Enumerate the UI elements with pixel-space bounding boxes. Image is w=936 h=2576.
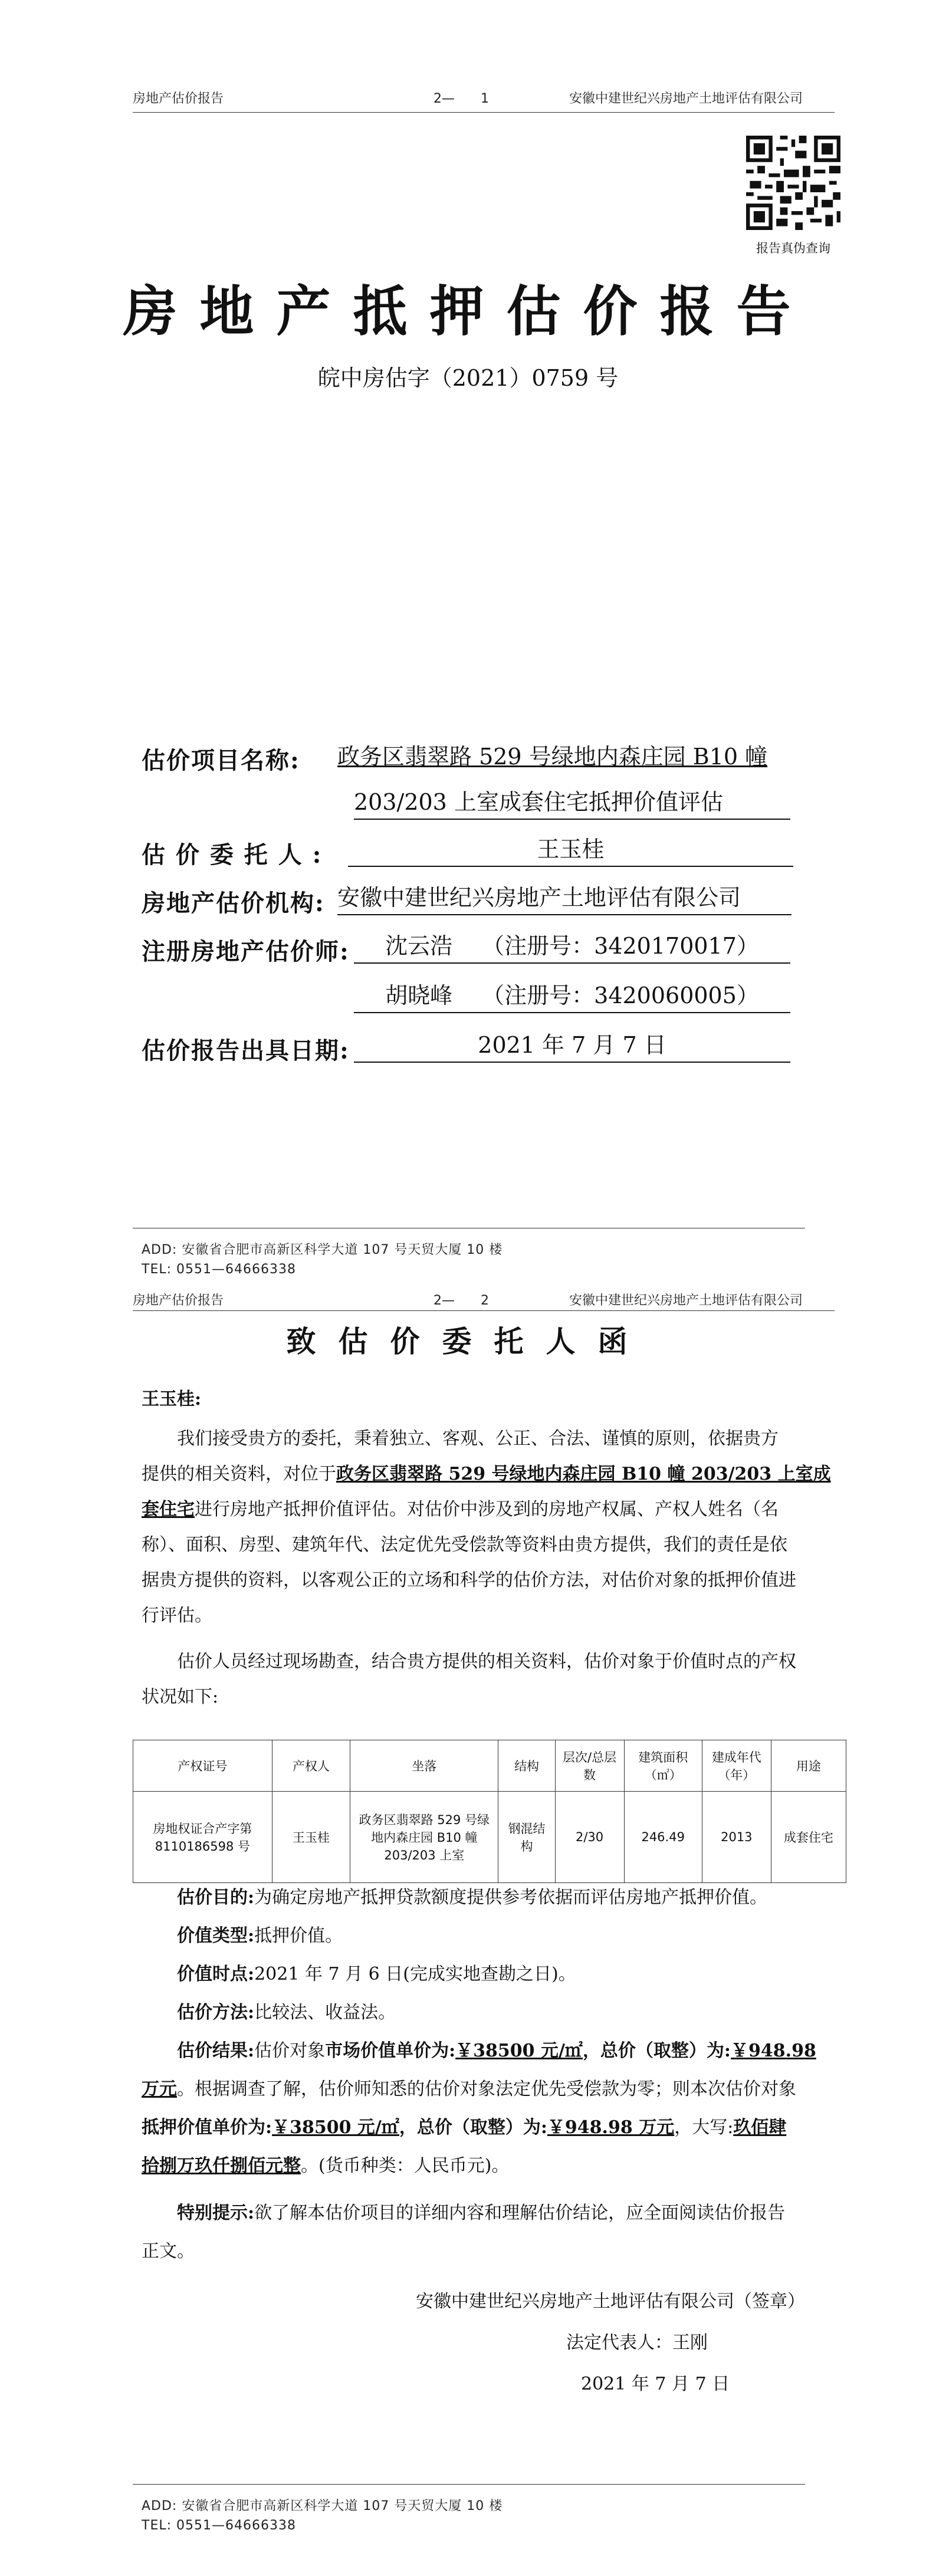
table-header: 用途 <box>771 1740 846 1792</box>
para2-line1: 估价人员经过现场勘查，结合贵方提供的相关资料，估价对象于价值时点的产权 <box>177 1651 796 1672</box>
table-cell: 房地权证合产字第 8110186598 号 <box>133 1792 272 1883</box>
result-line2 <box>142 2073 843 2106</box>
letter-title: 致估价委托人函 <box>286 1324 650 1359</box>
page-header-left: 房地产估价报告 <box>133 91 224 106</box>
para1-address: 政务区翡翠路 529 号绿地内森庄园 B10 幢 203/203 上室成 <box>336 1464 831 1484</box>
signature-company: 安徽中建世纪兴房地产土地评估有限公司（签章） <box>416 2291 805 2312</box>
table-header: 结构 <box>498 1740 555 1792</box>
para1-line2 <box>142 1458 843 1491</box>
para1-text: 进行房地产抵押价值评估。对估价中涉及到的房地产权属、产权人姓名（名 <box>195 1499 779 1520</box>
table-cell: 246.49 <box>624 1792 702 1883</box>
page-number: 2— 1 <box>433 91 489 106</box>
purpose-label: 估价目的: <box>177 1887 255 1908</box>
table-header: 产权证号 <box>133 1740 272 1792</box>
value-type-label: 价值类型: <box>177 1926 255 1946</box>
table-cell: 成套住宅 <box>771 1792 846 1883</box>
footer-address: ADD: 安徽省合肥市高新区科学大道 107 号天贸大厦 10 楼 <box>142 2499 503 2513</box>
para1-address-end: 套住宅 <box>142 1499 195 1520</box>
page-header-right: 安徽中建世纪兴房地产土地评估有限公司 <box>569 91 803 106</box>
method-label: 估价方法: <box>177 2002 255 2023</box>
purpose-line <box>177 1881 843 1914</box>
table-header: 坐落 <box>350 1740 498 1792</box>
para1-line1: 我们接受贵方的委托，秉着独立、客观、公正、合法、谨慎的原则，依据贵方 <box>177 1428 779 1449</box>
result-text: ，大写: <box>674 2117 734 2138</box>
table-cell: 王玉桂 <box>272 1792 350 1883</box>
page-header-right: 安徽中建世纪兴房地产土地评估有限公司 <box>569 1293 803 1308</box>
result-label: 估价结果: <box>177 2041 255 2061</box>
result-line3 <box>142 2111 843 2144</box>
purpose-value: 为确定房地产抵押贷款额度提供参考依据而评估房地产抵押价值。 <box>254 1887 768 1908</box>
value-time-line <box>177 1958 843 1991</box>
signature-date: 2021 年 7 月 7 日 <box>581 2374 730 2394</box>
project-name-line2: 203/203 上室成套住宅抵押价值评估 <box>354 786 790 820</box>
table-cell: 2/30 <box>555 1792 624 1883</box>
market-unit-price: ￥38500 元/㎡ <box>455 2041 583 2061</box>
table-header-row <box>133 1740 846 1792</box>
project-name-label: 估价项目名称: <box>142 747 300 774</box>
header-divider <box>133 112 835 113</box>
mortgage-unit-price: ￥38500 元/㎡ <box>272 2117 399 2138</box>
result-text: ，总价（取整）为: <box>399 2117 547 2138</box>
table-header: 层次/总层数 <box>555 1740 624 1792</box>
table-cell: 钢混结构 <box>498 1792 555 1883</box>
value-type-value: 抵押价值。 <box>254 1926 343 1946</box>
project-name-line1: 政务区翡翠路 529 号绿地内森庄园 B10 幢 <box>337 744 768 770</box>
table-header: 产权人 <box>272 1740 350 1792</box>
appraiser-label: 注册房地产估价师: <box>142 938 350 965</box>
agency-label: 房地产估价机构: <box>142 889 325 917</box>
signature-representative: 法定代表人：王刚 <box>566 2332 708 2353</box>
header-divider <box>133 1310 835 1311</box>
table-cell: 2013 <box>702 1792 771 1883</box>
footer-phone: TEL: 0551—64666338 <box>142 2518 296 2533</box>
result-text: 抵押价值单价为: <box>142 2117 272 2138</box>
note-line1 <box>177 2197 843 2230</box>
report-date-value: 2021 年 7 月 7 日 <box>354 1029 790 1063</box>
amount-in-words: 玖佰肆 <box>733 2117 787 2138</box>
footer-phone: TEL: 0551—64666338 <box>142 1262 296 1277</box>
property-table <box>133 1740 846 1883</box>
result-text: 估价对象 <box>254 2041 326 2061</box>
page-header-left: 房地产估价报告 <box>133 1293 224 1308</box>
footer-divider <box>133 2484 805 2485</box>
client-label: 估 价 委 托 人 : <box>142 841 323 869</box>
para1-line5: 据贵方提供的资料，以客观公正的立场和科学的估价方法，对估价对象的抵押价值进 <box>142 1570 796 1591</box>
table-header: 建成年代（年） <box>702 1740 771 1792</box>
appraiser-2: 胡晓峰 （注册号：3420060005） <box>354 979 790 1013</box>
report-number: 皖中房估字（2021）0759 号 <box>317 365 619 391</box>
page-number: 2— 2 <box>433 1293 489 1308</box>
report-title: 房地产抵押估价报告 <box>123 280 813 343</box>
value-type-line <box>177 1920 843 1953</box>
result-text: 。(货币种类：人民币元)。 <box>301 2156 510 2176</box>
result-text: ，总价（取整）为: <box>582 2041 731 2061</box>
para1-line4: 称）、面积、房型、建筑年代、法定优先受偿款等资料由贵方提供，我们的责任是依 <box>142 1535 787 1555</box>
note-label: 特别提示: <box>177 2203 255 2223</box>
result-text: 市场价值单价为: <box>325 2041 456 2061</box>
mortgage-total-price: ￥948.98 万元 <box>547 2117 675 2138</box>
para1-text: 提供的相关资料，对位于 <box>142 1464 336 1484</box>
market-total-price: ￥948.98 <box>731 2041 816 2061</box>
method-value: 比较法、收益法。 <box>254 2002 396 2023</box>
amount-in-words-end: 拾捌万玖仟捌佰元整 <box>142 2156 301 2176</box>
appraiser-1: 沈云浩 （注册号：3420170017） <box>354 929 790 964</box>
method-line <box>177 1996 843 2029</box>
value-time-value: 2021 年 7 月 6 日(完成实地查勘之日)。 <box>254 1964 576 1984</box>
note-text: 欲了解本估价项目的详细内容和理解估价结论，应全面阅读估价报告 <box>254 2203 786 2223</box>
para2-line2: 状况如下: <box>142 1687 219 1707</box>
qr-code-icon[interactable] <box>746 136 840 230</box>
footer-address: ADD: 安徽省合肥市高新区科学大道 107 号天贸大厦 10 楼 <box>142 1243 503 1257</box>
table-header: 建筑面积（㎡） <box>624 1740 702 1792</box>
result-line1 <box>177 2035 843 2068</box>
para1-line6: 行评估。 <box>142 1605 212 1626</box>
report-date-label: 估价报告出具日期: <box>142 1037 350 1064</box>
result-line4 <box>142 2150 843 2183</box>
salutation: 王玉桂: <box>142 1389 202 1409</box>
para1-line3 <box>142 1493 843 1526</box>
table-cell: 政务区翡翠路 529 号绿地内森庄园 B10 幢 203/203 上室 <box>350 1792 498 1883</box>
client-value: 王玉桂 <box>348 833 793 867</box>
note-line2: 正文。 <box>142 2241 195 2262</box>
table-row <box>133 1792 846 1883</box>
value-time-label: 价值时点: <box>177 1964 255 1984</box>
result-text: 。根据调查了解，估价师知悉的估价对象法定优先受偿款为零；则本次估价对象 <box>177 2079 796 2099</box>
qr-caption: 报告真伪查询 <box>756 241 830 255</box>
market-total-unit: 万元 <box>142 2079 177 2099</box>
agency-value: 安徽中建世纪兴房地产土地评估有限公司 <box>337 881 792 915</box>
